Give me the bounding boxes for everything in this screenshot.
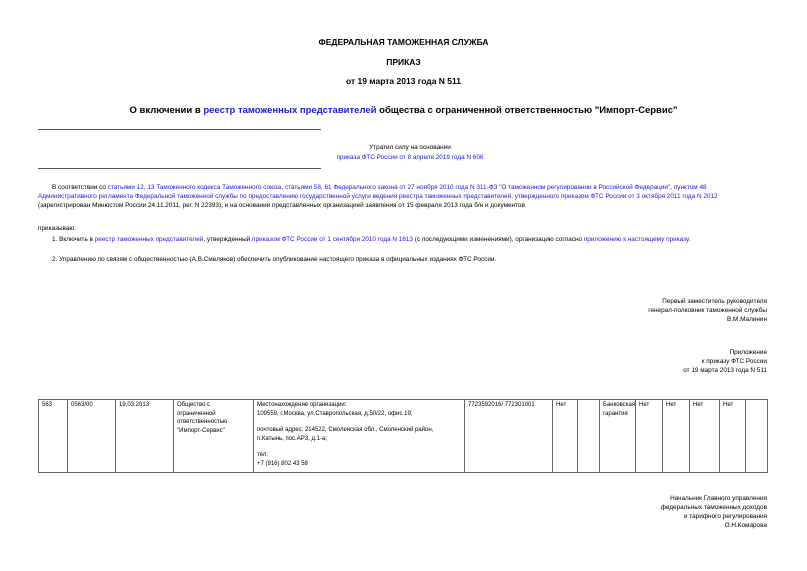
signature-block-1 [467,297,767,324]
status-line-1: Утратил силу на основании [369,144,451,151]
signature2-position-1: Начальник Главного управления [670,495,767,502]
cell-col8 [578,400,600,473]
signature1-position: Первый заместитель руководителя [662,298,767,305]
phone-label: тел: [257,452,268,459]
item1-text: , утвержденный [203,236,253,243]
preamble-text: (зарегистрирован Минюстом России 24.11.2011, рег. N 22393), и на основании представленных организацией заявления от 15 февраля 2013 года б/н и документов [38,202,525,209]
cell-date: 19.03.2013 [116,400,174,473]
appendix-line-1: Приложение [729,349,767,356]
signature-block-2 [467,494,767,530]
preamble-text: , [281,184,285,191]
order-item-1 [38,235,778,244]
registry-link[interactable]: реестр таможенных представителей [94,236,204,243]
signature1-name: В.М.Малинин [726,316,767,323]
preamble-text: В соответствии со [52,184,108,191]
cell-col14 [746,400,768,473]
cell-number: 563 [39,400,68,473]
address-label: Местонахождение организации: [257,402,347,408]
cell-col13: Нет [720,400,746,473]
signature2-position-2: федеральных таможенных доходов [660,504,767,511]
signature2-name: О.Н.Комарова [724,522,767,529]
cell-col12: Нет [690,400,720,473]
cell-inn-kpp: 7723592016/ 772301001 [465,400,553,473]
order-1613-link[interactable]: приказом ФТС России от 1 сентября 2010 года N 1613 [252,236,414,243]
item1-text: 1. Включить в [52,236,95,243]
postal-address: почтовый адрес: 214522, Смоленская обл., Смоленский район, п.Катынь, пос.АРЗ, д.1-а; [257,427,434,442]
doc-date-number: от 19 марта 2013 года N 511 [345,76,462,86]
cell-col7: Нет [553,400,578,473]
signature2-position-3: и тарифного регулирования [683,513,767,520]
doc-type-heading: ПРИКАЗ [386,57,421,67]
table-row [39,400,768,473]
appendix-line-2: к приказу ФТС России [701,358,767,365]
signature1-rank: генерал-полковник таможенной службы [648,307,767,314]
item1-text: (с последующими изменениями), организацию согласно [413,236,584,243]
preamble-paragraph [38,183,767,210]
divider [38,168,321,169]
item1-text: . [688,236,691,243]
federal-law-link[interactable]: статьями 58, 61 Федерального закона от 27 ноября 2010 года N 311-ФЗ "О таможенном регулировании в Российской Федерации" [284,184,671,191]
document-title [0,105,807,116]
cell-organization: Общество с ограниченной ответственностью "Импорт-Сервис" [174,400,254,473]
order-word: приказываю: [38,225,76,232]
status-revoking-order-link[interactable]: приказа ФТС России от 8 апреля 2019 года N 606 [336,154,484,161]
admin-regulation-link[interactable]: пунктом 48 Административного регламента Федеральной таможенной службы по предоставлению государственной услуги ведения реестра таможенных представителей, утвержденного приказом ФТС России от 3 октября 2011 года N 2012 [38,184,718,200]
appendix-heading [467,348,767,375]
appendix-link[interactable]: приложению к настоящему приказу [583,236,689,243]
divider [38,129,321,130]
title-suffix: общества с ограниченной ответственностью "Импорт-Сервис" [376,105,678,116]
registry-table [38,399,768,473]
agency-heading: ФЕДЕРАЛЬНАЯ ТАМОЖЕННАЯ СЛУЖБА [318,37,489,47]
cell-address [254,400,465,473]
order-item-2: 2. Управлению по связям с общественностью (А.В.Смеляков) обеспечить опубликование настоящего приказа в официальных изданиях ФТС России. [52,256,497,263]
phone-value: +7 (916) 802 43 58 [257,460,308,467]
address-value: 109559, г.Москва, ул.Ставропольская, д.50/22, офис 19; [257,410,413,417]
cell-col10: Нет [636,400,663,473]
preamble-text: , [670,184,674,191]
customs-code-link[interactable]: статьями 12, 13 Таможенного кодекса Таможенного союза [107,184,282,191]
appendix-line-3: от 19 марта 2013 года N 511 [683,367,767,374]
cell-col11: Нет [663,400,690,473]
cell-guarantee: Банковская гарантия [600,400,636,473]
title-registry-link[interactable]: реестр таможенных представителей [203,105,377,116]
cell-registration: 0563/00 [68,400,116,473]
title-prefix: О включении в [129,105,204,116]
